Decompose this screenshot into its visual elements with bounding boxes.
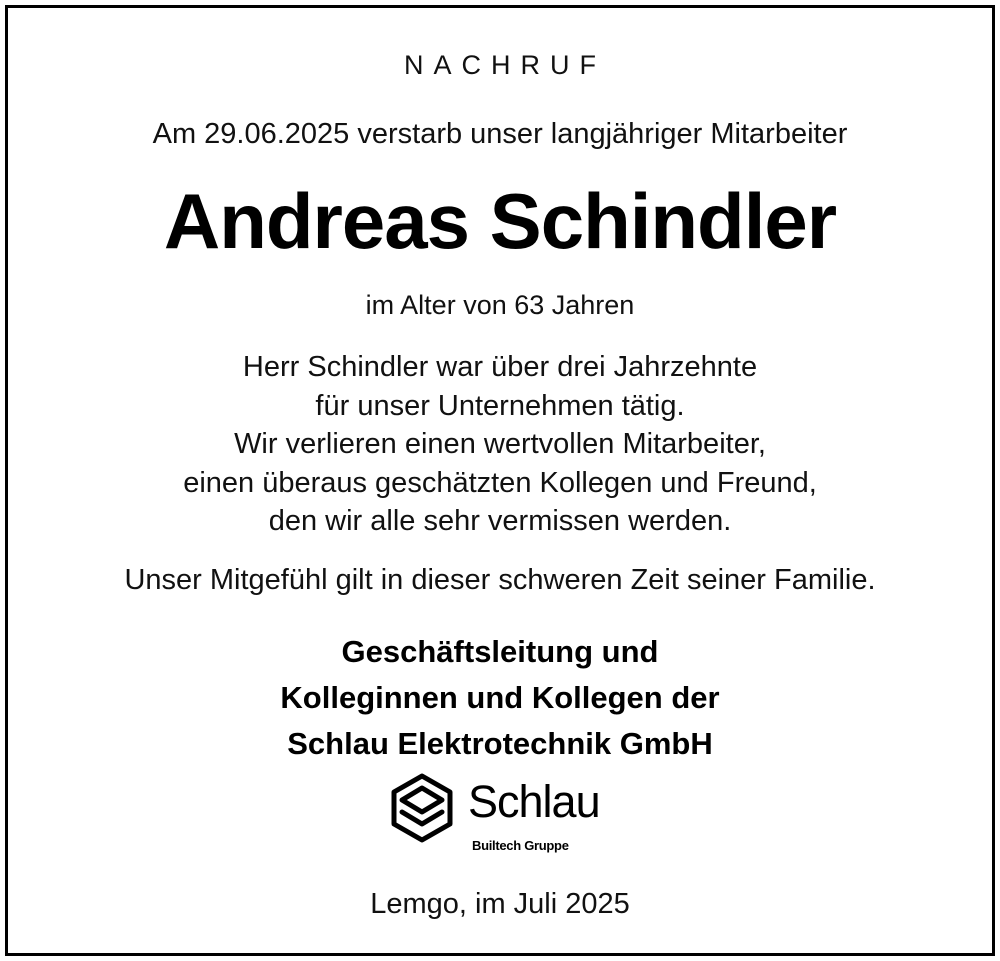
deceased-name: Andreas Schindler bbox=[163, 177, 837, 265]
age-line: im Alter von 63 Jahren bbox=[365, 290, 635, 320]
tribute-line: den wir alle sehr vermissen werden. bbox=[268, 505, 732, 537]
tribute-text bbox=[8, 348, 992, 541]
signer-line: Kolleginnen und Kollegen der bbox=[280, 680, 720, 715]
signer-line: Schlau Elektrotechnik GmbH bbox=[287, 726, 713, 761]
tribute-line: Wir verlieren einen wertvollen Mitarbeiter, bbox=[234, 428, 766, 460]
condolence-line: Unser Mitgefühl gilt in dieser schweren Zeit seiner Familie. bbox=[124, 564, 876, 596]
notice-heading: NACHRUF bbox=[404, 50, 606, 80]
signers-block bbox=[8, 629, 992, 767]
company-logo bbox=[386, 772, 626, 862]
signer-line: Geschäftsleitung und bbox=[341, 634, 659, 669]
obituary-notice bbox=[5, 5, 995, 956]
logo-wordmark: Schlau bbox=[468, 776, 600, 827]
tribute-line: einen überaus geschätzten Kollegen und Freund, bbox=[183, 466, 817, 499]
layered-diamond-logo-icon bbox=[386, 772, 458, 844]
logo-subtitle: Builtech Gruppe bbox=[472, 838, 569, 853]
tribute-line: für unser Unternehmen tätig. bbox=[315, 389, 685, 422]
tribute-line: Herr Schindler war über drei Jahrzehnte bbox=[242, 351, 758, 383]
place-date: Lemgo, im Juli 2025 bbox=[370, 888, 630, 920]
intro-line: Am 29.06.2025 verstarb unser langjähriger Mitarbeiter bbox=[152, 118, 848, 150]
